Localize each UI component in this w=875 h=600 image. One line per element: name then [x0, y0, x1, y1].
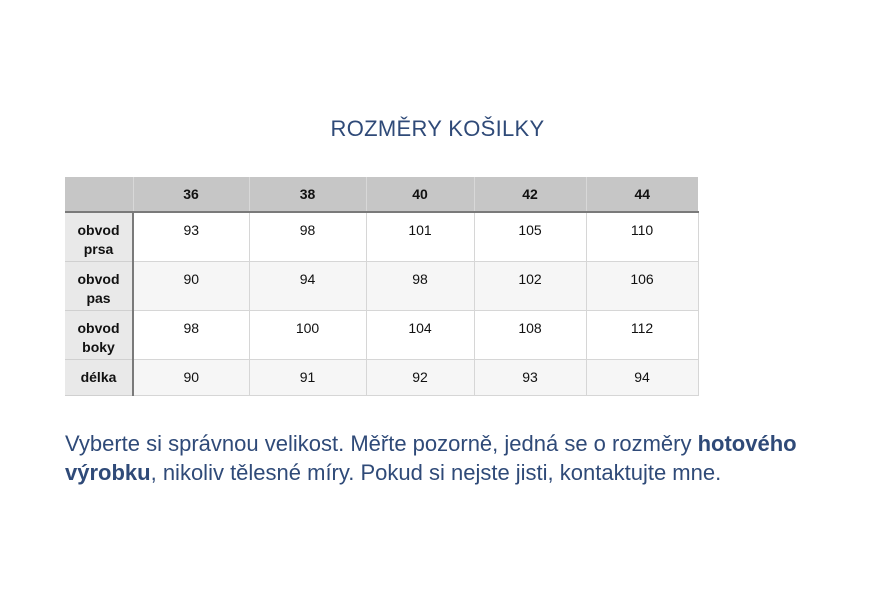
size-guide-note	[65, 429, 825, 487]
table-cell: 102	[474, 262, 586, 311]
row-label-chest	[65, 212, 133, 262]
size-header-44: 44	[586, 177, 698, 212]
note-text-end: , nikoliv tělesné míry. Pokud si nejste jisti, kontaktujte mne.	[150, 460, 722, 485]
note-text-emphasis: hotového výrobku	[65, 431, 797, 485]
table-cell: 98	[366, 262, 474, 311]
table-cell: 104	[366, 311, 474, 360]
row-label-line2: prsa	[83, 241, 114, 257]
row-label-line1: obvod	[77, 222, 120, 238]
table-cell: 105	[474, 212, 586, 262]
table-cell: 108	[474, 311, 586, 360]
table-cell: 93	[474, 360, 586, 396]
table-cell: 112	[586, 311, 698, 360]
size-header-38: 38	[249, 177, 366, 212]
row-label-line1: obvod	[77, 320, 120, 336]
row-label-hips	[65, 311, 133, 360]
size-header-36: 36	[133, 177, 249, 212]
table-row-waist	[65, 262, 698, 311]
row-label-line1: délka	[80, 369, 117, 385]
size-table	[65, 177, 699, 396]
table-cell: 101	[366, 212, 474, 262]
table-cell: 90	[133, 360, 249, 396]
page-title: ROZMĚRY KOŠILKY	[330, 116, 545, 141]
row-label-length	[65, 360, 133, 396]
table-cell: 91	[249, 360, 366, 396]
table-cell: 93	[133, 212, 249, 262]
row-label-line2: pas	[86, 290, 111, 306]
table-cell: 94	[249, 262, 366, 311]
table-row-hips	[65, 311, 698, 360]
row-label-line1: obvod	[77, 271, 120, 287]
table-cell: 92	[366, 360, 474, 396]
size-header-42: 42	[474, 177, 586, 212]
table-cell: 98	[249, 212, 366, 262]
row-label-line2: boky	[82, 339, 115, 355]
table-cell: 106	[586, 262, 698, 311]
table-row-chest	[65, 212, 698, 262]
table-cell: 98	[133, 311, 249, 360]
row-label-waist	[65, 262, 133, 311]
size-header-row	[65, 177, 698, 212]
table-cell: 100	[249, 311, 366, 360]
table-row-length	[65, 360, 698, 396]
table-cell: 94	[586, 360, 698, 396]
size-header-40: 40	[366, 177, 474, 212]
table-cell: 110	[586, 212, 698, 262]
table-cell: 90	[133, 262, 249, 311]
corner-cell	[65, 177, 133, 212]
note-text-start: Vyberte si správnou velikost. Měřte pozorně, jedná se o rozměry	[65, 431, 698, 456]
